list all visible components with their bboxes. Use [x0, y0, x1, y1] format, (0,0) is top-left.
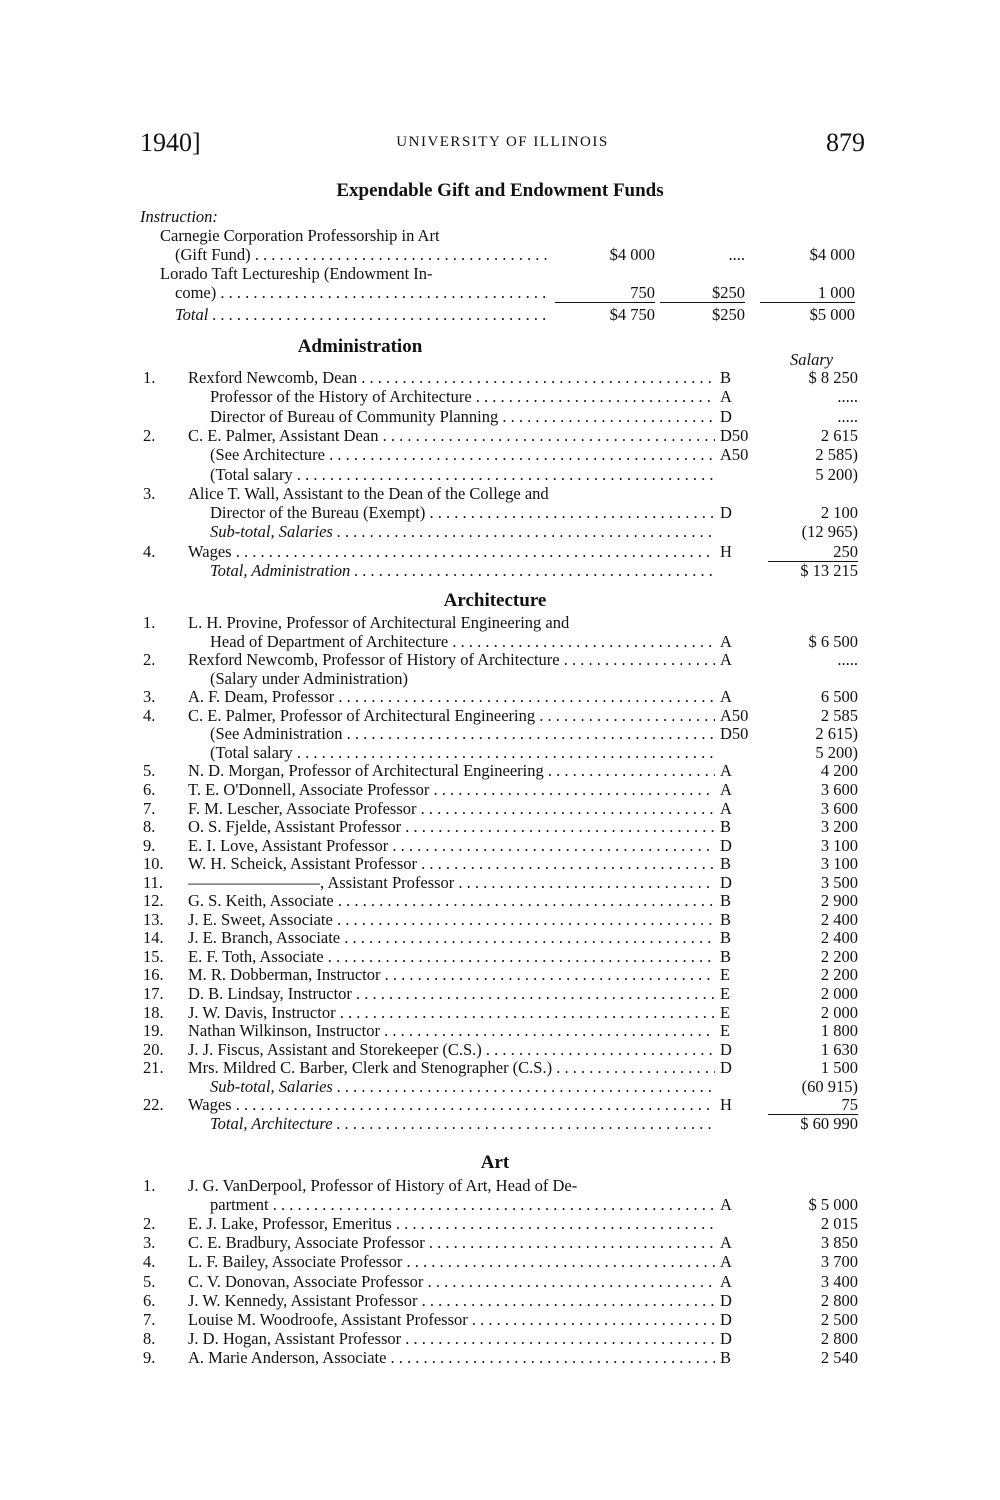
row-text: Alice T. Wall, Assistant to the Dean of the College and: [188, 483, 549, 503]
row-text: (Total salary . . .: [210, 465, 715, 484]
administration-row: [0, 368, 1000, 387]
row-salary: 3 600: [820, 779, 858, 799]
architecture-row: [0, 910, 1000, 929]
architecture-row: [0, 891, 1000, 910]
row-number: 1.: [143, 613, 156, 632]
gift-row-2-line1: Lorado Taft Lectureship (Endowment In-: [160, 264, 433, 283]
architecture-row: [0, 1114, 1000, 1133]
row-text: Total, Administration . . .: [210, 561, 715, 580]
art-row: [0, 1291, 1000, 1310]
row-number: 22.: [143, 1095, 164, 1115]
row-number: 2.: [143, 1214, 156, 1234]
row-text: E. F. Toth, Associate . . .: [188, 947, 715, 966]
architecture-row: [0, 650, 1000, 669]
art-row: [0, 1176, 1000, 1195]
architecture-row: [0, 836, 1000, 855]
row-number: 8.: [143, 1328, 156, 1348]
row-text: (See Architecture . . .: [210, 445, 715, 464]
salary-column-head: Salary: [790, 350, 834, 369]
art-title: Art: [480, 1152, 510, 1173]
architecture-row: [0, 873, 1000, 892]
row-number: 9.: [143, 1347, 156, 1367]
architecture-row: [0, 1003, 1000, 1022]
row-grade: A: [720, 1233, 732, 1253]
row-text: Wages . . .: [188, 542, 715, 561]
row-number: 5.: [143, 1271, 156, 1291]
row-number: 8.: [143, 817, 156, 837]
architecture-row: [0, 799, 1000, 818]
row-salary: 2 000: [820, 984, 858, 1003]
row-text: A. F. Deam, Professor . . .: [188, 687, 715, 706]
row-salary: .....: [837, 387, 858, 407]
row-number: 5.: [143, 761, 156, 781]
gift-row-2-col3: 1 000: [760, 283, 855, 303]
gift-total-col1: $4 750: [609, 305, 655, 324]
row-salary: 2 585: [820, 705, 858, 725]
row-number: 9.: [143, 835, 156, 855]
row-grade: A: [720, 650, 732, 670]
row-grade: D: [720, 835, 732, 855]
row-number: 14.: [143, 928, 164, 948]
row-text: M. R. Dobberman, Instructor . . .: [188, 965, 715, 984]
administration-row: [0, 445, 1000, 464]
row-text: (Salary under Administration): [210, 668, 408, 688]
row-number: 7.: [143, 798, 156, 818]
row-number: 4.: [143, 541, 156, 561]
row-grade: B: [720, 909, 732, 929]
gift-total-col2: $250: [712, 305, 745, 324]
administration-row: [0, 503, 1000, 522]
row-grade: D: [720, 1309, 732, 1329]
row-grade: D: [720, 503, 732, 523]
row-grade: A: [720, 761, 732, 781]
architecture-row: [0, 928, 1000, 947]
row-grade: B: [720, 368, 732, 387]
architecture-row: [0, 613, 1000, 632]
row-number: 16.: [143, 965, 164, 985]
row-number: 20.: [143, 1039, 164, 1059]
row-text: N. D. Morgan, Professor of Architectural Engineering . . .: [188, 761, 715, 780]
row-grade: D50: [720, 724, 749, 744]
row-text: O. S. Fjelde, Assistant Professor . . .: [188, 817, 715, 836]
row-salary: 2 100: [820, 503, 858, 523]
row-number: 2.: [143, 650, 156, 670]
art-row: [0, 1214, 1000, 1233]
row-number: 1.: [143, 1176, 156, 1195]
header-year: 1940]: [140, 128, 201, 157]
row-grade: A: [720, 631, 732, 651]
row-salary: 2 800: [820, 1328, 858, 1348]
row-salary: 5 200): [815, 464, 858, 484]
row-text: Head of Department of Architecture . . .: [210, 632, 715, 651]
row-salary: 3 100: [820, 854, 858, 874]
row-salary: 3 850: [820, 1233, 858, 1253]
gift-total-label: Total . . .: [175, 305, 550, 324]
row-text: J. E. Branch, Associate . . .: [188, 928, 715, 947]
row-number: 10.: [143, 854, 164, 874]
row-grade: E: [720, 1002, 731, 1022]
row-grade: D: [720, 406, 732, 426]
row-salary: 1 630: [820, 1039, 858, 1059]
architecture-row: [0, 947, 1000, 966]
row-text: Sub-total, Salaries . . .: [210, 1077, 715, 1096]
row-text: J. J. Fiscus, Assistant and Storekeeper (C.S.) . . .: [188, 1040, 715, 1059]
row-salary: 3 700: [820, 1252, 858, 1272]
row-grade: B: [720, 817, 732, 837]
row-number: 1.: [143, 368, 156, 387]
row-grade: A: [720, 687, 732, 707]
administration-row: [0, 484, 1000, 503]
row-text: ————————, Assistant Professor . . .: [188, 873, 715, 892]
row-text: partment . . .: [210, 1195, 715, 1214]
architecture-row: [0, 724, 1000, 743]
row-salary: 3 600: [820, 798, 858, 818]
row-salary: 3 400: [820, 1271, 858, 1291]
architecture-row: [0, 669, 1000, 688]
row-text: Director of the Bureau (Exempt) . . .: [210, 503, 715, 522]
row-salary: .....: [837, 406, 858, 426]
row-salary: 2 900: [820, 891, 858, 911]
row-text: T. E. O'Donnell, Associate Professor . . .: [188, 780, 715, 799]
row-text: D. B. Lindsay, Instructor . . .: [188, 984, 715, 1003]
row-text: (See Administration . . .: [210, 724, 715, 743]
row-grade: E: [720, 984, 731, 1003]
administration-row: [0, 426, 1000, 445]
header-title: UNIVERSITY OF ILLINOIS: [396, 134, 609, 150]
row-number: 4.: [143, 705, 156, 725]
gift-row-1-col3: $4 000: [809, 245, 855, 264]
row-text: C. E. Palmer, Assistant Dean . . .: [188, 426, 715, 445]
row-text: E. I. Love, Assistant Professor . . .: [188, 836, 715, 855]
row-salary: $ 6 500: [808, 631, 858, 651]
row-grade: A: [720, 798, 732, 818]
gift-section-title: Expendable Gift and Endowment Funds: [336, 180, 664, 201]
row-grade: A: [720, 1271, 732, 1291]
row-grade: D: [720, 872, 732, 892]
row-salary: $ 60 990: [800, 1113, 858, 1133]
administration-row: [0, 522, 1000, 541]
row-salary: $ 8 250: [808, 368, 858, 387]
row-text: J. E. Sweet, Associate . . .: [188, 910, 715, 929]
row-salary: 3 200: [820, 817, 858, 837]
row-number: 2.: [143, 425, 156, 445]
gift-row-2: [0, 283, 1000, 302]
row-text: Louise M. Woodroofe, Assistant Professor . . .: [188, 1310, 715, 1329]
row-salary: 2 615): [815, 724, 858, 744]
row-text: L. H. Provine, Professor of Architectural Engineering and: [188, 613, 570, 632]
architecture-row: [0, 817, 1000, 836]
art-row: [0, 1252, 1000, 1271]
row-number: 11.: [143, 872, 164, 892]
row-text: Total, Architecture . . .: [210, 1114, 715, 1133]
architecture-row: [0, 965, 1000, 984]
row-grade: E: [720, 1021, 731, 1041]
architecture-title: Architecture: [443, 590, 547, 611]
row-number: 4.: [143, 1252, 156, 1272]
row-number: 13.: [143, 909, 164, 929]
row-text: C. V. Donovan, Associate Professor . . .: [188, 1272, 715, 1291]
page-header: [140, 128, 865, 160]
architecture-row: [0, 632, 1000, 651]
row-text: Professor of the History of Architecture . . .: [210, 387, 715, 406]
architecture-row: [0, 687, 1000, 706]
row-salary: 2 400: [820, 928, 858, 948]
row-salary: 2 800: [820, 1290, 858, 1310]
row-text: (Total salary . . .: [210, 743, 715, 762]
architecture-row: [0, 1058, 1000, 1077]
row-grade: D: [720, 1328, 732, 1348]
row-salary: (12 965): [801, 522, 858, 542]
row-salary: 5 200): [815, 742, 858, 762]
row-grade: B: [720, 854, 732, 874]
row-number: 3.: [143, 483, 156, 503]
row-salary: 75: [768, 1095, 858, 1115]
row-grade: A: [720, 779, 732, 799]
row-grade: A: [720, 387, 732, 407]
row-grade: A50: [720, 705, 749, 725]
architecture-row: [0, 706, 1000, 725]
row-grade: A: [720, 1252, 732, 1272]
row-number: 7.: [143, 1309, 156, 1329]
gift-row-2-line2: come) . . .: [175, 283, 550, 302]
row-salary: 2 000: [820, 1002, 858, 1022]
row-salary: 2 400: [820, 909, 858, 929]
art-row: [0, 1272, 1000, 1291]
row-salary: .....: [837, 650, 858, 670]
row-grade: B: [720, 928, 732, 948]
row-text: Sub-total, Salaries . . .: [210, 522, 715, 541]
gift-total-col3: $5 000: [809, 305, 855, 324]
row-salary: 2 540: [820, 1347, 858, 1367]
row-text: L. F. Bailey, Associate Professor . . .: [188, 1252, 715, 1271]
row-number: 3.: [143, 687, 156, 707]
row-text: J. G. VanDerpool, Professor of History of Art, Head of De-: [188, 1176, 578, 1195]
art-row: [0, 1310, 1000, 1329]
row-number: 18.: [143, 1002, 164, 1022]
architecture-row: [0, 780, 1000, 799]
gift-row-2-col1: 750: [555, 283, 655, 303]
row-text: Mrs. Mildred C. Barber, Clerk and Stenographer (C.S.) . . .: [188, 1058, 715, 1077]
row-text: F. M. Lescher, Associate Professor . . .: [188, 799, 715, 818]
row-text: Wages . . .: [188, 1095, 715, 1114]
architecture-row: [0, 854, 1000, 873]
row-text: A. Marie Anderson, Associate . . .: [188, 1348, 715, 1367]
row-grade: B: [720, 891, 732, 911]
row-salary: 1 500: [820, 1058, 858, 1078]
row-grade: D: [720, 1039, 732, 1059]
row-number: 6.: [143, 1290, 156, 1310]
row-grade: B: [720, 1347, 732, 1367]
row-salary: 2 615: [820, 425, 858, 445]
art-row: [0, 1329, 1000, 1348]
row-salary: 4 200: [820, 761, 858, 781]
row-text: Director of Bureau of Community Planning . . .: [210, 407, 715, 426]
page-number: 879: [826, 128, 865, 157]
row-salary: 3 500: [820, 872, 858, 892]
administration-row: [0, 542, 1000, 561]
gift-row-1-col1: $4 000: [609, 245, 655, 264]
row-grade: B: [720, 946, 732, 966]
row-text: Rexford Newcomb, Professor of History of Architecture . . .: [188, 650, 715, 669]
row-salary: 3 100: [820, 835, 858, 855]
administration-row: [0, 407, 1000, 426]
row-text: E. J. Lake, Professor, Emeritus . . .: [188, 1214, 715, 1233]
row-salary: (60 915): [801, 1076, 858, 1096]
row-salary: 2 585): [815, 445, 858, 465]
architecture-row: [0, 1077, 1000, 1096]
row-salary: $ 13 215: [800, 561, 858, 580]
administration-row: [0, 561, 1000, 580]
row-salary: 1 800: [820, 1021, 858, 1041]
gift-total-row: [0, 305, 1000, 324]
row-number: 19.: [143, 1021, 164, 1041]
row-salary: $ 5 000: [808, 1195, 858, 1215]
row-salary: 2 200: [820, 965, 858, 985]
row-number: 21.: [143, 1058, 164, 1078]
row-salary: 2 015: [820, 1214, 858, 1234]
row-salary: 2 200: [820, 946, 858, 966]
gift-row-1-line1: Carnegie Corporation Professorship in Art: [160, 226, 440, 245]
gift-row-1-col2: ....: [728, 245, 745, 264]
row-text: W. H. Scheick, Assistant Professor . . .: [188, 854, 715, 873]
row-number: 17.: [143, 984, 164, 1003]
row-grade: E: [720, 965, 731, 985]
row-grade: D: [720, 1058, 732, 1078]
row-text: J. W. Davis, Instructor . . .: [188, 1003, 715, 1022]
row-grade: D50: [720, 425, 749, 445]
row-number: 15.: [143, 946, 164, 966]
administration-row: [0, 387, 1000, 406]
row-grade: A50: [720, 445, 749, 465]
architecture-row: [0, 743, 1000, 762]
architecture-row: [0, 761, 1000, 780]
administration-title: Administration: [297, 336, 423, 357]
row-number: 6.: [143, 779, 156, 799]
architecture-row: [0, 1040, 1000, 1059]
row-salary: 6 500: [820, 687, 858, 707]
row-number: 12.: [143, 891, 164, 911]
gift-row-2-col2: $250: [660, 283, 745, 303]
row-number: 3.: [143, 1233, 156, 1253]
gift-row-1: [0, 245, 1000, 264]
art-row: [0, 1195, 1000, 1214]
row-grade: H: [720, 541, 732, 561]
art-row: [0, 1233, 1000, 1252]
row-grade: A: [720, 1195, 732, 1215]
architecture-row: [0, 1095, 1000, 1114]
architecture-row: [0, 984, 1000, 1003]
administration-row: [0, 465, 1000, 484]
row-text: J. W. Kennedy, Assistant Professor . . .: [188, 1291, 715, 1310]
row-text: C. E. Palmer, Professor of Architectural Engineering . . .: [188, 706, 715, 725]
gift-row-1-line2: (Gift Fund) . . .: [175, 245, 550, 264]
row-salary: 2 500: [820, 1309, 858, 1329]
art-row: [0, 1348, 1000, 1367]
row-salary: 250: [768, 542, 858, 562]
architecture-row: [0, 1021, 1000, 1040]
row-grade: D: [720, 1290, 732, 1310]
instruction-subhead: Instruction:: [140, 207, 218, 226]
row-text: C. E. Bradbury, Associate Professor . . .: [188, 1233, 715, 1252]
row-text: G. S. Keith, Associate . . .: [188, 891, 715, 910]
row-text: Nathan Wilkinson, Instructor . . .: [188, 1021, 715, 1040]
row-grade: H: [720, 1095, 732, 1115]
row-text: J. D. Hogan, Assistant Professor . . .: [188, 1329, 715, 1348]
row-text: Rexford Newcomb, Dean . . .: [188, 368, 715, 387]
